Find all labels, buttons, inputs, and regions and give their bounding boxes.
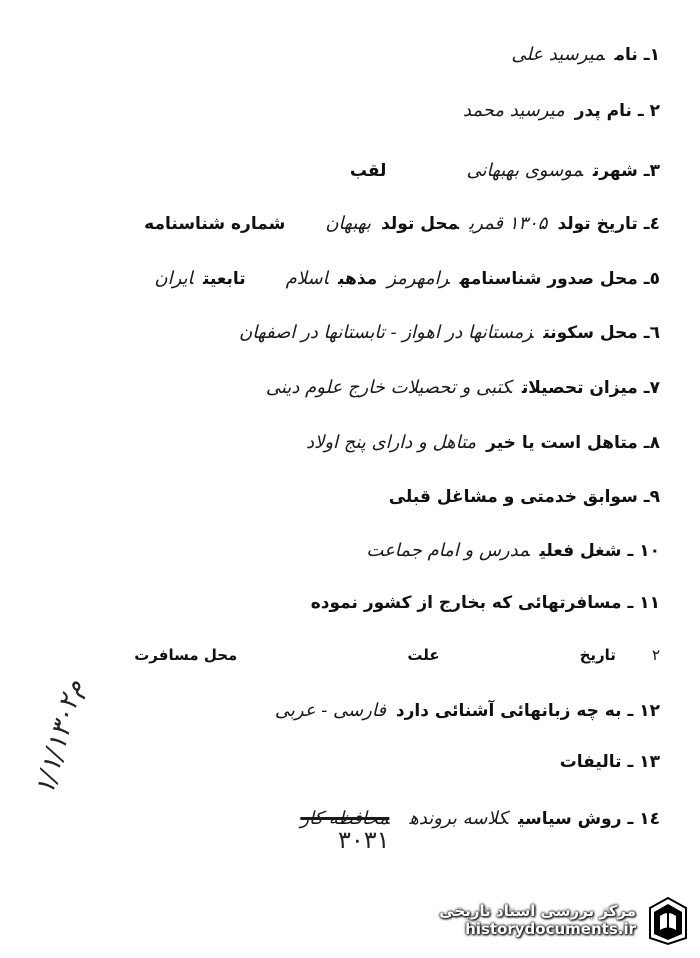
handwritten-value: میرسید محمد	[462, 100, 565, 121]
struck-out-text: محافظه کار	[300, 808, 390, 829]
field-number: ۹ـ	[643, 487, 660, 507]
field-number: ۲ ـ	[637, 101, 660, 121]
watermark-url: historydocuments.ir	[465, 920, 636, 938]
handwritten-value: متاهل و دارای پنج اولاد	[306, 432, 477, 453]
field-label: نام	[614, 45, 638, 65]
field-residence	[40, 322, 660, 343]
column-reason: علت	[407, 646, 440, 664]
handwritten-value-religion: اسلام	[285, 268, 329, 289]
field-number: ۱٤ ـ	[627, 809, 660, 829]
handwritten-value: فارسی - عربی	[274, 700, 386, 721]
field-label: محل سکونت	[543, 323, 638, 343]
travel-columns-header	[40, 646, 660, 664]
field-label: شهرت	[592, 161, 638, 181]
handwritten-value-nationality: ایران	[154, 268, 194, 289]
field-number: ۱۲ ـ	[627, 701, 660, 721]
handwritten-value: ۱۳۰۵ قمری	[469, 213, 548, 234]
field-label-religion: مذهب	[338, 269, 378, 289]
field-languages	[40, 700, 660, 721]
field-label: تاریخ تولد	[557, 214, 638, 234]
field-number: ٦ـ	[643, 323, 660, 343]
field-education	[40, 377, 660, 398]
handwritten-value: میرسید علی	[511, 44, 605, 65]
field-number: ۳ـ	[643, 161, 660, 181]
field-label: میزان تحصیلات	[521, 378, 638, 398]
field-label: شغل فعلی	[539, 541, 622, 561]
margin-note: ۱/۱/۱۳۰۲م	[30, 676, 90, 798]
column-place: محل مسافرت	[134, 646, 238, 664]
field-number: ۱۰ ـ	[627, 541, 660, 561]
field-label: سوابق خدمتی و مشاغل قبلی	[388, 487, 638, 507]
field-label: به چه زبانهائی آشنائی دارد	[395, 701, 622, 721]
field-number: ۱ـ	[643, 45, 660, 65]
field-label-nationality: تابعیت	[203, 269, 246, 289]
handwritten-value: رامهرمز	[387, 268, 450, 289]
field-publications	[40, 752, 660, 772]
field-id-issue	[40, 268, 660, 289]
field-birth	[40, 213, 660, 234]
field-surname	[40, 160, 660, 181]
column-date: تاریخ	[579, 646, 616, 664]
field-label: تالیفات	[559, 752, 622, 772]
field-current-job	[40, 540, 660, 561]
field-number: ۷ـ	[643, 378, 660, 398]
field-label: روش سیاسی	[518, 809, 622, 829]
handwritten-value: کلاسه برونده	[409, 808, 509, 829]
field-label: مسافرتهائی که بخارج از کشور نموده	[310, 593, 622, 613]
field-label-birthplace: محل تولد	[381, 214, 460, 234]
field-service-history	[40, 487, 660, 507]
field-travels	[40, 593, 660, 613]
field-number: ۱۱ ـ	[627, 593, 660, 613]
watermark	[439, 894, 692, 946]
field-number: ۲	[651, 646, 660, 664]
handwritten-value-birthplace: بهبهان	[325, 213, 372, 234]
field-number: ۸ـ	[643, 433, 660, 453]
field-label: متاهل است یا خیر	[486, 433, 638, 453]
page-number: ۳۰۳۱	[338, 826, 390, 854]
handwritten-value: زمستانها در اهواز - تابستانها در اصفهان	[239, 322, 534, 343]
field-label-id-number: شماره شناسنامه	[144, 214, 286, 234]
field-number: ٤ـ	[643, 214, 660, 234]
field-number: ٥ـ	[643, 269, 660, 289]
watermark-title: مرکز بررسی اسناد تاریخی	[439, 902, 636, 920]
field-marital	[40, 432, 660, 453]
field-label-title: لقب	[349, 161, 387, 181]
field-label: نام پدر	[574, 101, 632, 121]
field-name	[40, 44, 660, 65]
book-logo-icon	[644, 894, 692, 946]
field-number: ۱۳ ـ	[627, 752, 660, 772]
field-label: محل صدور شناسنامه	[459, 269, 638, 289]
field-father-name	[40, 100, 660, 121]
handwritten-value: مدرس و امام جماعت	[366, 540, 530, 561]
handwritten-value: موسوی بهبهانی	[466, 160, 583, 181]
handwritten-value: کتبی و تحصیلات خارج علوم دینی	[265, 377, 512, 398]
